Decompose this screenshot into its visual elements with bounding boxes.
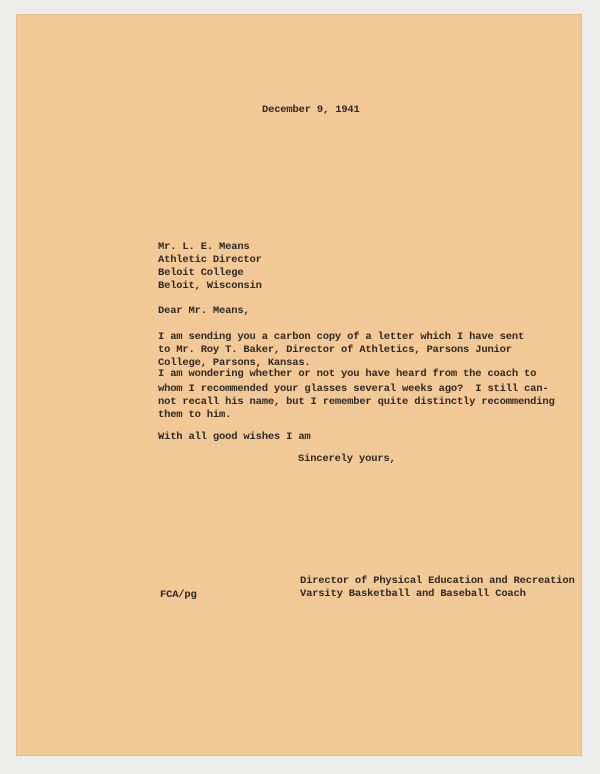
- signature-title-line: Director of Physical Education and Recreation: [300, 575, 575, 587]
- letter-date: December 9, 1941: [262, 104, 360, 116]
- paragraph-1-line: College, Parsons, Kansas.: [158, 357, 311, 369]
- recipient-location: Beloit, Wisconsin: [158, 280, 262, 292]
- paragraph-2-line: them to him.: [158, 409, 232, 421]
- recipient-name: Mr. L. E. Means: [158, 241, 250, 253]
- paragraph-2-line: not recall his name, but I remember quite distinctly recommending: [158, 396, 555, 408]
- paragraph-2-line: I am wondering whether or not you have heard from the coach to: [158, 368, 537, 380]
- paragraph-2-line: whom I recommended your glasses several weeks ago? I still can-: [158, 383, 549, 395]
- recipient-title: Athletic Director: [158, 254, 262, 266]
- recipient-institution: Beloit College: [158, 267, 244, 279]
- typist-initials: FCA/pg: [160, 589, 197, 601]
- paragraph-1-line: to Mr. Roy T. Baker, Director of Athletics, Parsons Junior: [158, 344, 512, 356]
- signature-title-line: Varsity Basketball and Baseball Coach: [300, 588, 526, 600]
- complimentary-close: Sincerely yours,: [298, 453, 396, 465]
- closing-line: With all good wishes I am: [158, 431, 311, 443]
- salutation: Dear Mr. Means,: [158, 305, 250, 317]
- paragraph-1-line: I am sending you a carbon copy of a letter which I have sent: [158, 331, 525, 343]
